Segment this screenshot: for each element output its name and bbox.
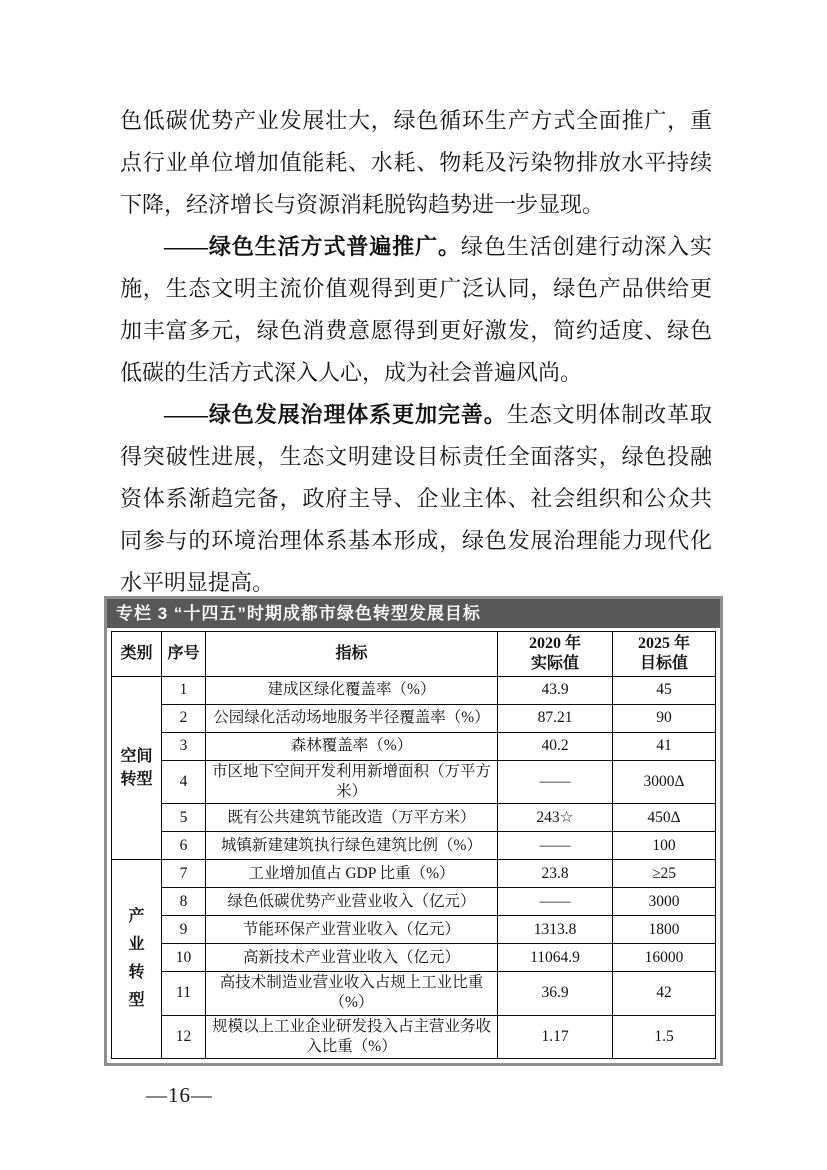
actual-2020-cell: ——: [498, 832, 613, 860]
target-2025-cell: 1.5: [613, 1015, 716, 1058]
actual-2020-cell: 87.21: [498, 705, 613, 733]
table-row: [112, 832, 716, 860]
header-no: 序号: [162, 632, 206, 677]
target-2025-cell: 100: [613, 832, 716, 860]
target-2025-cell: 90: [613, 705, 716, 733]
target-2025-cell: 45: [613, 677, 716, 705]
indicator-cell: 市区地下空间开发利用新增面积（万平方米）: [206, 761, 498, 804]
table-row: [112, 860, 716, 888]
indicator-cell: 城镇新建建筑执行绿色建筑比例（%）: [206, 832, 498, 860]
paragraph-governance: [120, 394, 712, 604]
indicator-cell: 公园绿化活动场地服务半径覆盖率（%）: [206, 705, 498, 733]
goals-table-wrap: [107, 628, 720, 1063]
actual-2020-cell: 43.9: [498, 677, 613, 705]
actual-2020-cell: ——: [498, 761, 613, 804]
body-text: [120, 100, 712, 604]
paragraph-green-lifestyle: [120, 226, 712, 394]
paragraph-continuation: [120, 100, 712, 226]
actual-2020-cell: 36.9: [498, 972, 613, 1015]
table-row: [112, 972, 716, 1015]
header-2025-line1: 2025 年: [637, 635, 690, 652]
indicator-cell: 绿色低碳优势产业营业收入（亿元）: [206, 888, 498, 916]
indicator-cell: 节能环保产业营业收入（亿元）: [206, 916, 498, 944]
category-cell: 产业转型: [112, 860, 162, 1059]
goals-table: [111, 631, 716, 1059]
page-number: —16—: [146, 1083, 213, 1107]
no-cell: 11: [162, 972, 206, 1015]
indicator-cell: 高技术制造业营业收入占规上工业比重（%）: [206, 972, 498, 1015]
header-row: [112, 632, 716, 677]
header-2020-actual: [498, 632, 613, 677]
paragraph-lead: ——绿色发展治理体系更加完善。: [164, 402, 507, 427]
indicator-cell: 工业增加值占 GDP 比重（%）: [206, 860, 498, 888]
table-row: [112, 1015, 716, 1058]
actual-2020-cell: ——: [498, 888, 613, 916]
actual-2020-cell: 1.17: [498, 1015, 613, 1058]
target-2025-cell: 450Δ: [613, 804, 716, 832]
goals-table-body: [112, 677, 716, 1059]
paragraph-lead: ——绿色生活方式普遍推广。: [164, 234, 461, 259]
actual-2020-cell: 243☆: [498, 804, 613, 832]
indicator-cell: 高新技术产业营业收入（亿元）: [206, 944, 498, 972]
table-row: [112, 705, 716, 733]
no-cell: 1: [162, 677, 206, 705]
no-cell: 3: [162, 733, 206, 761]
header-category: 类别: [112, 632, 162, 677]
no-cell: 10: [162, 944, 206, 972]
table-row: [112, 761, 716, 804]
indicator-cell: 建成区绿化覆盖率（%）: [206, 677, 498, 705]
table-row: [112, 916, 716, 944]
indicator-cell: 森林覆盖率（%）: [206, 733, 498, 761]
target-2025-cell: 1800: [613, 916, 716, 944]
panel-title: 专栏 3 “十四五”时期成都市绿色转型发展目标: [107, 599, 720, 628]
target-2025-cell: 42: [613, 972, 716, 1015]
paragraph-text: 绿色生活创建行动深入实施，生态文明主流价值观得到更广泛认同，绿色产品供给更加丰富多元，绿色消费意愿得到更好激发，简约适度、绿色低碳的生活方式深入人心，成为社会普遍风尚。: [120, 234, 712, 385]
target-2025-cell: 41: [613, 733, 716, 761]
header-2025-target: [613, 632, 716, 677]
no-cell: 7: [162, 860, 206, 888]
no-cell: 2: [162, 705, 206, 733]
header-2025-line2: 目标值: [639, 655, 688, 672]
header-2020-line1: 2020 年: [528, 635, 581, 652]
header-2020-line2: 实际值: [530, 655, 579, 672]
no-cell: 6: [162, 832, 206, 860]
target-2025-cell: ≥25: [613, 860, 716, 888]
no-cell: 5: [162, 804, 206, 832]
actual-2020-cell: 11064.9: [498, 944, 613, 972]
no-cell: 8: [162, 888, 206, 916]
no-cell: 12: [162, 1015, 206, 1058]
column3-panel: [104, 596, 723, 1066]
table-row: [112, 804, 716, 832]
indicator-cell: 既有公共建筑节能改造（万平方米）: [206, 804, 498, 832]
table-row: [112, 733, 716, 761]
actual-2020-cell: 1313.8: [498, 916, 613, 944]
target-2025-cell: 3000Δ: [613, 761, 716, 804]
target-2025-cell: 16000: [613, 944, 716, 972]
table-row: [112, 944, 716, 972]
target-2025-cell: 3000: [613, 888, 716, 916]
indicator-cell: 规模以上工业企业研发投入占主营业务收入比重（%）: [206, 1015, 498, 1058]
table-row: [112, 677, 716, 705]
no-cell: 9: [162, 916, 206, 944]
header-indicator: 指标: [206, 632, 498, 677]
goals-table-header: [112, 632, 716, 677]
category-cell: 空间转型: [112, 677, 162, 860]
paragraph-text: 色低碳优势产业发展壮大，绿色循环生产方式全面推广，重点行业单位增加值能耗、水耗、物耗及污染物排放水平持续下降，经济增长与资源消耗脱钩趋势进一步显现。: [120, 108, 712, 217]
paragraph-text: 生态文明体制改革取得突破性进展，生态文明建设目标责任全面落实，绿色投融资体系渐趋完备，政府主导、企业主体、社会组织和公众共同参与的环境治理体系基本形成，绿色发展治理能力现代化水平明显提高。: [120, 402, 712, 595]
no-cell: 4: [162, 761, 206, 804]
table-row: [112, 888, 716, 916]
actual-2020-cell: 40.2: [498, 733, 613, 761]
actual-2020-cell: 23.8: [498, 860, 613, 888]
